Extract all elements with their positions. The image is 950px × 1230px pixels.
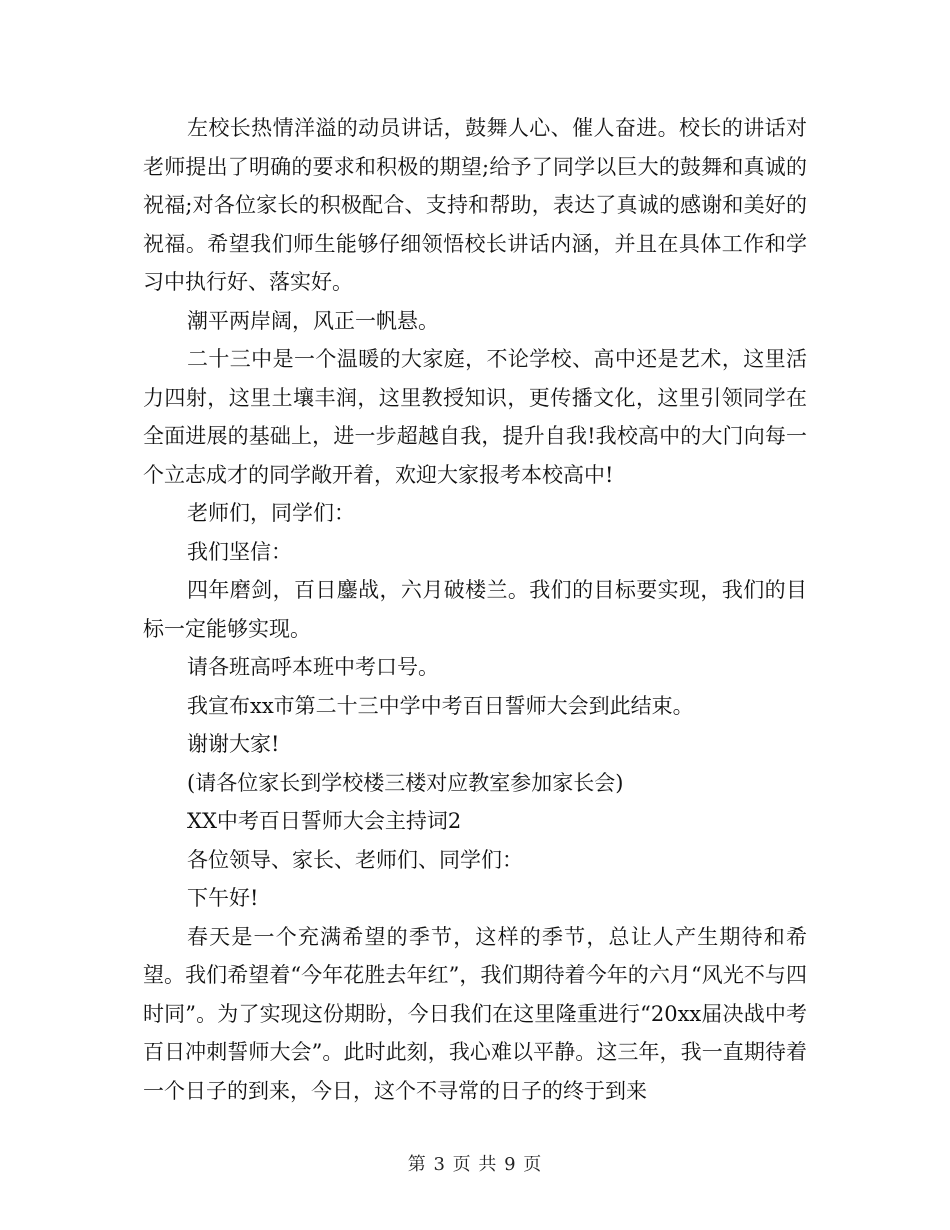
paragraph: 春天是一个充满希望的季节，这样的季节，总让人产生期待和希望。我们希望着“今年花胜去年红”，我们期待着今年的六月“风光不与四时同”。为了实现这份期盼，今日我们在这里隆重进行“20xx届决战中考百日冲刺誓师大会”。此时此刻，我心难以平静。这三年，我一直期待着一个日子的到来，今日，这个不寻常的日子的终于到来 <box>143 924 807 1103</box>
paragraph: 我们坚信： <box>187 539 292 564</box>
paragraph: 下午好! <box>187 886 259 910</box>
paragraph: 潮平两岸阔，风正一帆悬。 <box>187 308 439 333</box>
paragraph: (请各位家长到学校楼三楼对应教室参加家长会) <box>187 770 624 795</box>
section-heading: XX中考百日誓师大会主持词2 <box>187 809 462 833</box>
paragraph: 谢谢大家! <box>187 732 280 756</box>
page-number-footer: 第 3 页 共 9 页 <box>407 1154 543 1175</box>
document-body <box>143 109 807 1110</box>
paragraph: 左校长热情洋溢的动员讲话，鼓舞人心、催人奋进。校长的讲话对老师提出了明确的要求和积极的期望;给予了同学以巨大的鼓舞和真诚的祝福;对各位家长的积极配合、支持和帮助，表达了真诚的感谢和美好的祝福。希望我们师生能够仔细领悟校长讲话内涵，并且在具体工作和学习中执行好、落实好。 <box>143 116 807 294</box>
paragraph: 老师们，同学们： <box>187 501 355 525</box>
paragraph: 各位领导、家长、老师们、同学们： <box>187 847 523 872</box>
paragraph: 我宣布xx市第二十三中学中考百日誓师大会到此结束。 <box>187 693 694 718</box>
paragraph: 四年磨剑，百日鏖战，六月破楼兰。我们的目标要实现，我们的目标一定能够实现。 <box>143 578 807 641</box>
paragraph: 请各班高呼本班中考口号。 <box>187 655 439 679</box>
paragraph: 二十三中是一个温暖的大家庭，不论学校、高中还是艺术，这里活力四射，这里土壤丰润，这里教授知识，更传播文化，这里引领同学在全面进展的基础上，进一步超越自我，提升自我!我校高中的大门向每一个立志成才的同学敞开着，欢迎大家报考本校高中! <box>143 347 807 487</box>
